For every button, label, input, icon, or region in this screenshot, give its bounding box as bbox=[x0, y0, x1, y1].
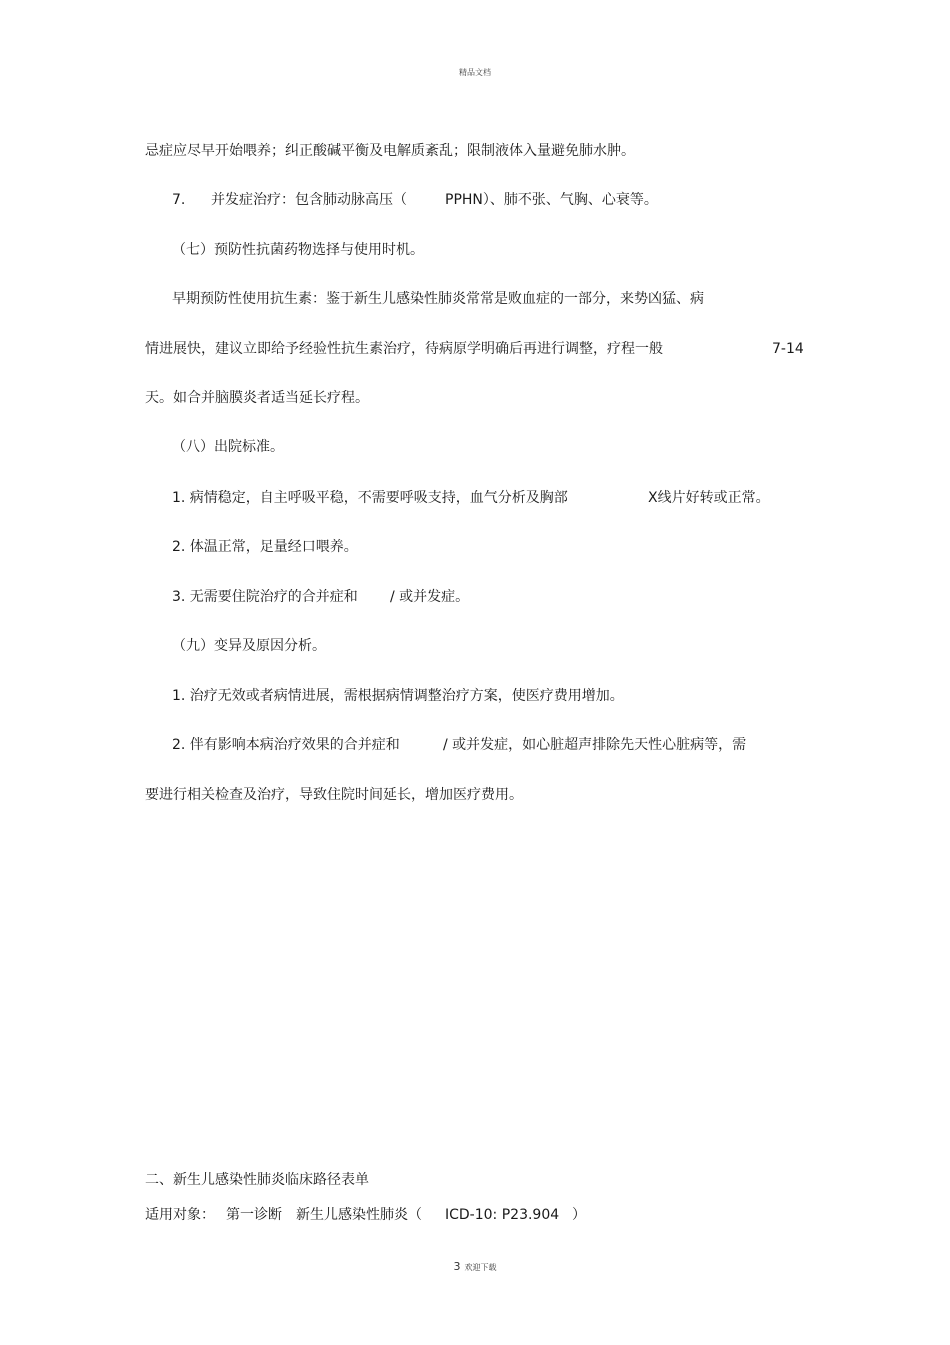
page-footer bbox=[0, 1260, 950, 1273]
line-4-text: 早期预防性使用抗生素：鉴于新生儿感染性肺炎常常是败血症的一部分，来势凶猛、病 bbox=[172, 291, 704, 307]
icd-code: ICD-10: P23.904 bbox=[445, 1207, 560, 1223]
closing-paren: ） bbox=[572, 1207, 586, 1223]
line-10-text-a: 3. 无需要住院治疗的合并症和 bbox=[172, 589, 358, 605]
line-7-text: （八）出院标准。 bbox=[172, 439, 284, 455]
line-13-text-b: / 或并发症，如心脏超声排除先天性心脏病等，需 bbox=[443, 737, 747, 753]
line-5-text: 情进展快，建议立即给予经验性抗生素治疗，待病原学明确后再进行调整，疗程一般 bbox=[145, 341, 663, 357]
first-diagnosis-label: 第一诊断 bbox=[226, 1207, 282, 1223]
line-2-text-a: 并发症治疗：包含肺动脉高压（ bbox=[211, 192, 407, 208]
line-2-text-b: PPHN）、肺不张、气胸、心衰等。 bbox=[445, 192, 658, 208]
page-header: 精品文档 bbox=[459, 68, 491, 77]
line-15-text: 二、新生儿感染性肺炎临床路径表单 bbox=[145, 1172, 369, 1188]
line-1-text: 忌症应尽早开始喂养；纠正酸碱平衡及电解质紊乱；限制液体入量避免肺水肿。 bbox=[145, 143, 635, 159]
line-6-text: 天。如合并脑膜炎者适当延长疗程。 bbox=[145, 390, 369, 406]
page-number: 3 bbox=[453, 1260, 461, 1273]
line-3-text: （七）预防性抗菌药物选择与使用时机。 bbox=[172, 242, 424, 258]
diagnosis-name: 新生儿感染性肺炎（ bbox=[296, 1207, 422, 1223]
line-5-range: 7-14 bbox=[772, 341, 804, 357]
line-9-text: 2. 体温正常，足量经口喂养。 bbox=[172, 539, 358, 555]
footer-text: 欢迎下载 bbox=[464, 1263, 497, 1272]
line-8-text-b: X线片好转或正常。 bbox=[648, 490, 770, 506]
line-10-text-b: / 或并发症。 bbox=[390, 589, 470, 605]
line-12-text: 1. 治疗无效或者病情进展，需根据病情调整治疗方案，使医疗费用增加。 bbox=[172, 688, 624, 704]
line-13-text-a: 2. 伴有影响本病治疗效果的合并症和 bbox=[172, 737, 400, 753]
line-8-text-a: 1. 病情稳定，自主呼吸平稳，不需要呼吸支持，血气分析及胸部 bbox=[172, 490, 568, 506]
line-2-number: 7. bbox=[172, 192, 186, 208]
applicable-object-label: 适用对象： bbox=[145, 1207, 215, 1223]
line-11-text: （九）变异及原因分析。 bbox=[172, 638, 326, 654]
line-14-text: 要进行相关检查及治疗，导致住院时间延长，增加医疗费用。 bbox=[145, 787, 523, 803]
